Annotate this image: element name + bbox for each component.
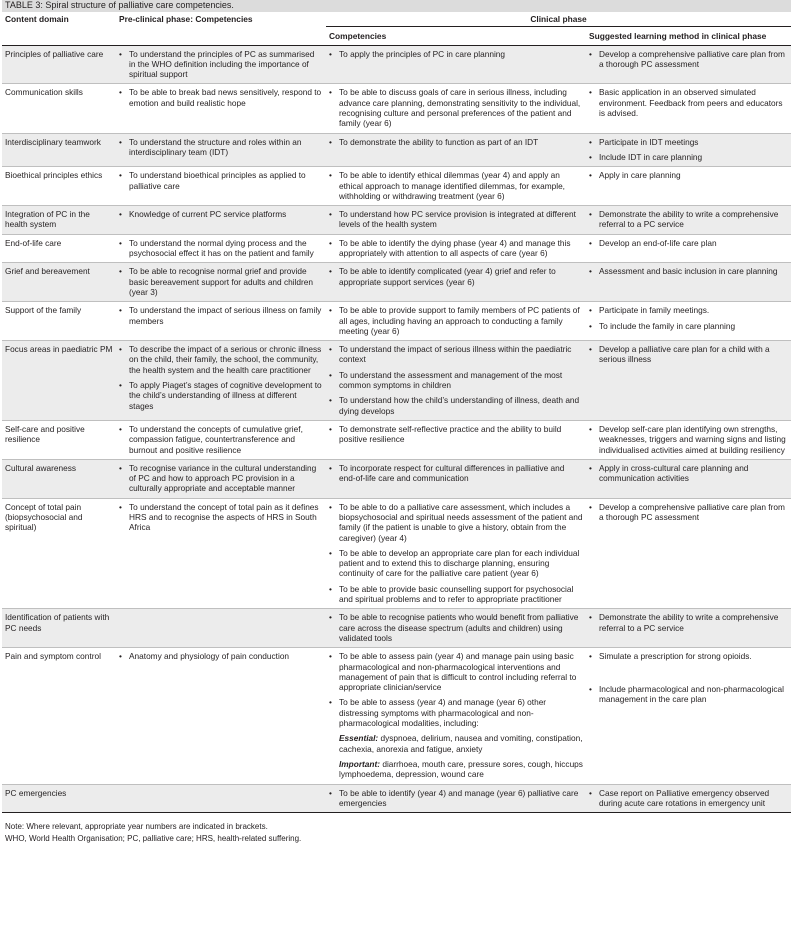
table-notes xyxy=(2,821,791,845)
cell-content-domain: Identification of patients with PC needs xyxy=(2,609,116,648)
list-item xyxy=(329,612,583,643)
bullet-icon: • xyxy=(589,683,592,694)
note-year: Note: Where relevant, appropriate year numbers are indicated in brackets. xyxy=(5,822,268,832)
bullet-icon: • xyxy=(329,209,332,220)
cell-learning-method xyxy=(586,498,791,609)
list-item-text: To be able to identify (year 4) and manage (year 6) palliative care emergencies xyxy=(339,787,579,808)
list-item xyxy=(119,463,323,494)
learning-list xyxy=(589,170,788,180)
table-figure xyxy=(2,0,791,845)
list-item-text: To understand the impact of serious illness within the paediatric context xyxy=(339,344,572,365)
preclinical-list xyxy=(119,87,323,108)
list-item xyxy=(329,395,583,416)
table-body xyxy=(2,45,791,813)
list-item-text: To understand the concept of total pain as it defines HRS and to recognise the aspects of HRS in South Africa xyxy=(129,501,319,533)
cell-learning-method xyxy=(586,206,791,235)
bullet-icon: • xyxy=(329,583,332,594)
cell-preclinical xyxy=(116,45,326,84)
list-item xyxy=(589,209,788,230)
preclinical-list xyxy=(119,170,323,191)
list-item xyxy=(329,651,583,692)
list-item xyxy=(119,502,323,533)
cell-preclinical xyxy=(116,84,326,133)
bullet-icon: • xyxy=(589,237,592,248)
list-item xyxy=(329,370,583,391)
list-item xyxy=(329,170,583,201)
list-item xyxy=(329,424,583,445)
important-text: diarrhoea, mouth care, pressure sores, cough, hiccups lymphoedema, depression, wound care xyxy=(339,758,583,780)
list-item-text: Develop a palliative care plan for a child with a serious illness xyxy=(599,344,770,365)
learning-list xyxy=(589,238,788,248)
cell-competencies xyxy=(326,609,586,648)
bullet-icon: • xyxy=(589,651,592,662)
competencies-list xyxy=(329,49,583,59)
cell-content-domain: Principles of palliative care xyxy=(2,45,116,84)
list-item-text: Develop an end-of-life care plan xyxy=(599,237,717,248)
list-item-text: To demonstrate the ability to function as part of an IDT xyxy=(339,136,539,147)
bullet-icon: • xyxy=(119,266,122,277)
competencies-list xyxy=(329,87,583,128)
list-item xyxy=(329,584,583,605)
cell-preclinical xyxy=(116,459,326,498)
header-competencies: Competencies xyxy=(326,27,586,45)
list-item-text: Develop a comprehensive palliative care plan from a thorough PC assessment xyxy=(599,48,785,69)
competencies-list xyxy=(329,651,583,728)
bullet-icon: • xyxy=(329,344,332,355)
essential-symptoms xyxy=(339,733,583,754)
note-abbreviations: WHO, World Health Organisation; PC, palliative care; HRS, health-related suffering. xyxy=(5,834,302,844)
list-item xyxy=(589,684,788,705)
list-item-text: To recognise variance in the cultural understanding of PC and how to approach PC provision in a culturally appropriate and acceptable manner xyxy=(129,462,317,494)
list-item-text: Basic application in an observed simulated environment. Feedback from peers and educators is advised. xyxy=(599,87,783,119)
list-item-text: To incorporate respect for cultural differences in palliative and end-of-life care and communication xyxy=(339,462,565,484)
table-row xyxy=(2,133,791,167)
cell-preclinical xyxy=(116,263,326,302)
list-item-text: Demonstrate the ability to write a comprehensive referral to a PC service xyxy=(599,612,779,633)
list-item xyxy=(589,321,788,331)
list-item-text: To be able to discuss goals of care in serious illness, including advance care planning, demonstrating sensitivity to the individual, recognising culture and personal preferences of the patient and family (year 6) xyxy=(339,87,581,129)
list-item xyxy=(329,344,583,365)
cell-competencies xyxy=(326,498,586,609)
table-row xyxy=(2,167,791,206)
cell-learning-method xyxy=(586,341,791,421)
list-item-text: Simulate a prescription for strong opioids. xyxy=(599,651,752,662)
cell-content-domain: Interdisciplinary teamwork xyxy=(2,133,116,167)
competencies-list xyxy=(329,612,583,643)
list-item-text: To understand the assessment and management of the most common symptoms in children xyxy=(339,369,563,391)
bullet-icon: • xyxy=(119,344,122,355)
list-item xyxy=(589,152,788,162)
cell-competencies xyxy=(326,133,586,167)
list-item xyxy=(119,137,323,158)
preclinical-list xyxy=(119,424,323,455)
cell-preclinical xyxy=(116,498,326,609)
list-item xyxy=(329,49,583,59)
preclinical-list xyxy=(119,651,323,661)
cell-preclinical xyxy=(116,302,326,341)
essential-text: dyspnoea, delirium, nausea and vomiting, constipation, cachexia, anorexia and fatigue, anxiety xyxy=(339,733,583,754)
bullet-icon: • xyxy=(119,501,122,512)
bullet-icon: • xyxy=(329,612,332,623)
list-item-text: To be able to recognise patients who would benefit from palliative care across the disease spectrum (adults and children) using validated tools xyxy=(339,612,579,643)
essential-label: Essential: xyxy=(339,733,379,744)
table-row xyxy=(2,648,791,784)
list-item-text: Case report on Palliative emergency observed during acute care rotations in emergency unit xyxy=(599,787,770,808)
cell-learning-method xyxy=(586,609,791,648)
cell-content-domain: Integration of PC in the health system xyxy=(2,206,116,235)
cell-learning-method xyxy=(586,263,791,302)
learning-list xyxy=(589,305,788,331)
table-row xyxy=(2,234,791,263)
learning-list xyxy=(589,87,788,118)
cell-preclinical xyxy=(116,206,326,235)
list-item-text: To understand the normal dying process and the psychosocial effect it has on the patient and family xyxy=(129,237,314,259)
list-item xyxy=(119,170,323,191)
list-item xyxy=(329,502,583,543)
preclinical-list xyxy=(119,266,323,297)
bullet-icon: • xyxy=(329,395,332,406)
cell-content-domain: Self-care and positive resilience xyxy=(2,420,116,459)
bullet-icon: • xyxy=(119,651,122,662)
cell-competencies xyxy=(326,263,586,302)
competencies-list xyxy=(329,266,583,287)
bullet-icon: • xyxy=(589,87,592,98)
bullet-icon: • xyxy=(329,423,332,434)
competencies-table xyxy=(2,12,791,813)
list-item xyxy=(589,170,788,180)
learning-list xyxy=(589,344,788,365)
bullet-icon: • xyxy=(329,48,332,59)
cell-content-domain: Bioethical principles ethics xyxy=(2,167,116,206)
bullet-icon: • xyxy=(589,209,592,220)
cell-content-domain: Communication skills xyxy=(2,84,116,133)
bullet-icon: • xyxy=(589,501,592,512)
list-item-text: Participate in IDT meetings xyxy=(599,136,699,147)
cell-learning-method xyxy=(586,45,791,84)
table-row xyxy=(2,459,791,498)
bullet-icon: • xyxy=(589,612,592,623)
competencies-list xyxy=(329,305,583,336)
cell-content-domain: End-of-life care xyxy=(2,234,116,263)
cell-learning-method xyxy=(586,784,791,813)
competencies-list xyxy=(329,502,583,605)
cell-competencies xyxy=(326,45,586,84)
learning-list xyxy=(589,788,788,809)
learning-list xyxy=(589,612,788,633)
bullet-icon: • xyxy=(119,462,122,473)
list-item-text: To be able to provide basic counselling support for psychosocial and spiritual problems and to refer to appropriate practitioner xyxy=(339,583,574,605)
list-item-text: To be able to provide support to family members of PC patients of all ages, including having an approach to conducting a family meeting (year 6) xyxy=(339,305,580,336)
competencies-list xyxy=(329,238,583,259)
bullet-icon: • xyxy=(329,170,332,181)
list-item xyxy=(329,548,583,579)
cell-preclinical xyxy=(116,167,326,206)
table-caption: TABLE 3: Spiral structure of palliative care competencies. xyxy=(2,0,791,12)
header-clinical-phase: Clinical phase xyxy=(326,12,791,27)
learning-list xyxy=(589,137,788,163)
important-label: Important: xyxy=(339,758,381,769)
competencies-list xyxy=(329,170,583,201)
header-content-domain: Content domain xyxy=(2,12,116,45)
bullet-icon: • xyxy=(589,151,592,162)
cell-content-domain: PC emergencies xyxy=(2,784,116,813)
table-row xyxy=(2,84,791,133)
list-item xyxy=(589,344,788,365)
bullet-icon: • xyxy=(329,369,332,380)
cell-learning-method xyxy=(586,420,791,459)
cell-learning-method xyxy=(586,133,791,167)
list-item xyxy=(329,697,583,728)
bullet-icon: • xyxy=(589,48,592,59)
cell-content-domain: Grief and bereavement xyxy=(2,263,116,302)
cell-preclinical xyxy=(116,341,326,421)
learning-list xyxy=(589,651,788,704)
bullet-icon: • xyxy=(329,462,332,473)
learning-list xyxy=(589,49,788,70)
list-item xyxy=(329,209,583,230)
table-row xyxy=(2,263,791,302)
list-item-text: To be able to do a palliative care assessment, which includes a biopsychosocial and spiritual needs assessment of the patient and family (if the patient is unable to give a history, obtain from the caregiver) (year 4) xyxy=(339,501,583,543)
bullet-icon: • xyxy=(119,209,122,220)
cell-learning-method xyxy=(586,648,791,784)
cell-competencies xyxy=(326,648,586,784)
bullet-icon: • xyxy=(329,237,332,248)
list-item-text: To be able to break bad news sensitively, respond to emotion and build realistic hope xyxy=(129,87,322,108)
cell-content-domain: Focus areas in paediatric PM xyxy=(2,341,116,421)
list-item xyxy=(329,137,583,147)
list-item xyxy=(119,651,323,661)
competencies-list xyxy=(329,344,583,416)
list-item xyxy=(119,305,323,326)
cell-competencies xyxy=(326,784,586,813)
list-item-text: To be able to develop an appropriate care plan for each individual patient and to extend this to discharge planning, ensuring continuity of care for the palliative care patient (year 6) xyxy=(339,547,580,579)
bullet-icon: • xyxy=(589,266,592,277)
bullet-icon: • xyxy=(329,136,332,147)
preclinical-list xyxy=(119,463,323,494)
list-item xyxy=(589,788,788,809)
cell-competencies xyxy=(326,302,586,341)
competencies-list xyxy=(329,463,583,484)
bullet-icon: • xyxy=(589,170,592,181)
cell-content-domain: Pain and symptom control xyxy=(2,648,116,784)
list-item xyxy=(589,266,788,276)
cell-learning-method xyxy=(586,84,791,133)
list-item xyxy=(329,238,583,259)
list-item-text: To demonstrate self-reflective practice and the ability to build positive resilience xyxy=(339,423,562,445)
list-item xyxy=(589,463,788,484)
table-row xyxy=(2,784,791,813)
list-item-text: To understand how PC service provision is integrated at different levels of the health system xyxy=(339,209,576,230)
header-learning-method: Suggested learning method in clinical phase xyxy=(586,27,791,45)
bullet-icon: • xyxy=(119,136,122,147)
list-item xyxy=(119,266,323,297)
cell-competencies xyxy=(326,420,586,459)
learning-list xyxy=(589,502,788,523)
list-item xyxy=(119,344,323,375)
competencies-list xyxy=(329,424,583,445)
learning-list xyxy=(589,209,788,230)
list-item-text: To be able to identify ethical dilemmas (year 4) and apply an ethical approach to manage identified dilemmas, for example, withholding or withdrawing treatment (year 6) xyxy=(339,170,565,201)
bullet-icon: • xyxy=(329,787,332,798)
list-item-text: To apply the principles of PC in care planning xyxy=(339,48,506,59)
competencies-list xyxy=(329,209,583,230)
bullet-icon: • xyxy=(589,136,592,147)
bullet-icon: • xyxy=(329,87,332,98)
bullet-icon: • xyxy=(589,787,592,798)
bullet-icon: • xyxy=(119,237,122,248)
table-row xyxy=(2,609,791,648)
table-row xyxy=(2,45,791,84)
list-item xyxy=(589,87,788,118)
bullet-icon: • xyxy=(589,305,592,316)
header-row-top xyxy=(2,12,791,27)
learning-list xyxy=(589,266,788,276)
cell-content-domain: Concept of total pain (biopsychosocial and spiritual) xyxy=(2,498,116,609)
bullet-icon: • xyxy=(589,462,592,473)
preclinical-list xyxy=(119,137,323,158)
list-item xyxy=(589,502,788,523)
important-symptoms xyxy=(339,759,583,780)
cell-competencies xyxy=(326,84,586,133)
table-row xyxy=(2,302,791,341)
list-item xyxy=(119,238,323,259)
bullet-icon: • xyxy=(119,87,122,98)
bullet-icon: • xyxy=(119,48,122,59)
cell-content-domain: Cultural awareness xyxy=(2,459,116,498)
list-item xyxy=(119,380,323,411)
list-item xyxy=(329,463,583,484)
cell-competencies xyxy=(326,459,586,498)
list-item xyxy=(329,87,583,128)
list-item-text: Apply in cross-cultural care planning and communication activities xyxy=(599,462,749,484)
preclinical-list xyxy=(119,502,323,533)
cell-learning-method xyxy=(586,167,791,206)
cell-competencies xyxy=(326,206,586,235)
preclinical-list xyxy=(119,209,323,219)
list-item xyxy=(589,305,788,315)
list-item-text: Anatomy and physiology of pain conduction xyxy=(129,651,290,662)
list-item xyxy=(329,788,583,809)
cell-content-domain: Support of the family xyxy=(2,302,116,341)
list-item xyxy=(329,305,583,336)
preclinical-list xyxy=(119,49,323,80)
list-item xyxy=(119,424,323,455)
cell-learning-method xyxy=(586,302,791,341)
list-item-text: Participate in family meetings. xyxy=(599,305,710,316)
list-item xyxy=(119,209,323,219)
competencies-list xyxy=(329,788,583,809)
table-row xyxy=(2,420,791,459)
bullet-icon: • xyxy=(589,423,592,434)
bullet-icon: • xyxy=(589,320,592,331)
list-item-text: To understand bioethical principles as applied to palliative care xyxy=(129,170,306,191)
learning-list xyxy=(589,424,788,455)
list-item-text: To be able to identify the dying phase (year 4) and manage this appropriately with attention to all aspects of care (year 6) xyxy=(339,237,571,259)
bullet-icon: • xyxy=(329,651,332,662)
table-row xyxy=(2,341,791,421)
cell-learning-method xyxy=(586,234,791,263)
preclinical-list xyxy=(119,238,323,259)
list-item xyxy=(589,238,788,248)
list-item xyxy=(119,87,323,108)
list-item-text: To include the family in care planning xyxy=(599,320,736,331)
list-item-text: Apply in care planning xyxy=(599,170,681,181)
cell-learning-method xyxy=(586,459,791,498)
list-item-text: Include IDT in care planning xyxy=(599,151,703,162)
cell-preclinical xyxy=(116,234,326,263)
list-item-text: Assessment and basic inclusion in care planning xyxy=(599,266,778,277)
list-item-text: Demonstrate the ability to write a comprehensive referral to a PC service xyxy=(599,209,779,230)
list-item-text: To understand the impact of serious illness on family members xyxy=(129,305,322,326)
list-item-text: To understand the concepts of cumulative grief, compassion fatigue, countertransference and burnout and positive resilience xyxy=(129,423,303,455)
bullet-icon: • xyxy=(329,266,332,277)
list-item-text: Include pharmacological and non-pharmacological management in the care plan xyxy=(599,683,784,704)
bullet-icon: • xyxy=(589,344,592,355)
list-item-text: To apply Piaget’s stages of cognitive development to the child’s understanding of illness at different stages xyxy=(129,380,322,411)
list-item-text: Develop self-care plan identifying own strengths, weaknesses, triggers and warning signs and listing individualised activities aimed at building resiliency xyxy=(599,423,786,455)
cell-preclinical xyxy=(116,420,326,459)
bullet-icon: • xyxy=(119,380,122,391)
preclinical-list xyxy=(119,305,323,326)
table-row xyxy=(2,498,791,609)
list-item xyxy=(589,424,788,455)
list-item-text: To understand the principles of PC as summarised in the WHO definition including the importance of spiritual support xyxy=(129,48,315,80)
preclinical-list xyxy=(119,344,323,411)
bullet-icon: • xyxy=(119,170,122,181)
list-item-text: To be able to recognise normal grief and provide basic bereavement support for adults and children (year 3) xyxy=(129,266,314,297)
bullet-icon: • xyxy=(119,305,122,316)
header-preclinical: Pre-clinical phase: Competencies xyxy=(116,12,326,45)
table-row xyxy=(2,206,791,235)
list-item-text: Knowledge of current PC service platforms xyxy=(129,209,287,220)
list-item xyxy=(589,651,788,661)
cell-competencies xyxy=(326,167,586,206)
list-item xyxy=(589,49,788,70)
learning-list xyxy=(589,463,788,484)
bullet-icon: • xyxy=(119,423,122,434)
cell-preclinical xyxy=(116,648,326,784)
list-item xyxy=(589,137,788,147)
list-item-text: To be able to assess pain (year 4) and manage pain using basic pharmacological and non-pharmacological interventions and management of pain that is difficult to control including referral to appropriate clinician/service xyxy=(339,651,577,693)
list-item-text: Develop a comprehensive palliative care plan from a thorough PC assessment xyxy=(599,501,785,522)
cell-competencies xyxy=(326,234,586,263)
bullet-icon: • xyxy=(329,501,332,512)
list-item-text: To be able to identify complicated (year 4) grief and refer to appropriate support services (year 6) xyxy=(339,266,556,287)
competencies-list xyxy=(329,137,583,147)
list-item-text: To understand how the child’s understanding of illness, death and dying develops xyxy=(339,395,580,416)
list-item xyxy=(589,612,788,633)
cell-preclinical xyxy=(116,133,326,167)
bullet-icon: • xyxy=(329,305,332,316)
cell-preclinical xyxy=(116,784,326,813)
cell-competencies xyxy=(326,341,586,421)
list-item-text: To be able to assess (year 4) and manage (year 6) other distressing symptoms with pharmacological and non-pharmacological modalities, including: xyxy=(339,697,547,729)
list-item-text: To understand the structure and roles within an interdisciplinary team (IDT) xyxy=(129,136,302,157)
list-item-text: To describe the impact of a serious or chronic illness on the child, their family, the school, the community, the health system and the health care practitioner xyxy=(129,344,322,375)
cell-preclinical xyxy=(116,609,326,648)
list-item xyxy=(119,49,323,80)
bullet-icon: • xyxy=(329,547,332,558)
bullet-icon: • xyxy=(329,697,332,708)
list-item xyxy=(329,266,583,287)
